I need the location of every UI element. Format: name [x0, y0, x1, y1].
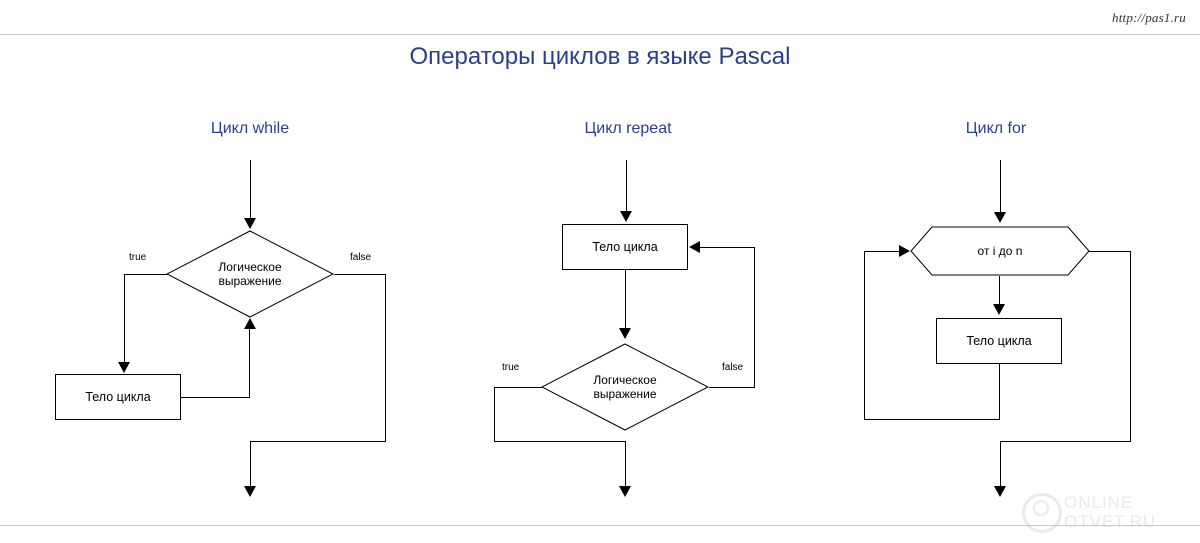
for-header-to-body-arrow: [993, 304, 1005, 315]
repeat-exit-v: [625, 441, 626, 489]
repeat-true-v: [494, 387, 495, 442]
while-true-arrow: [118, 362, 130, 373]
logo-text-bottom: OTVET.RU: [1064, 512, 1157, 531]
while-exit-arrow: [244, 486, 256, 497]
for-entry-arrow: [994, 212, 1006, 223]
section-title-repeat: Цикл repeat: [584, 120, 672, 137]
logo-text-top: ONLINE: [1064, 493, 1134, 512]
for-header-hexagon: [910, 226, 1090, 276]
repeat-entry-arrow: [620, 211, 632, 222]
section-title-while: Цикл while: [210, 120, 290, 137]
bottom-divider: [0, 525, 1200, 526]
site-logo-watermark: [1022, 487, 1182, 535]
repeat-false-v: [754, 247, 755, 387]
repeat-condition-line1: Логическое: [593, 373, 657, 387]
repeat-exit-arrow: [619, 486, 631, 497]
repeat-exit-h: [494, 441, 626, 442]
while-return-arrow: [244, 318, 256, 329]
page-title: Операторы циклов в языке Pascal: [409, 43, 791, 70]
for-header-label: от i до n: [977, 244, 1023, 258]
repeat-label-true: true: [502, 362, 520, 373]
repeat-false-back: [700, 247, 754, 248]
for-exit-v: [1130, 251, 1131, 441]
while-true-v: [124, 274, 125, 367]
repeat-condition-diamond: [541, 343, 709, 431]
while-entry-arrow: [244, 218, 256, 229]
repeat-condition-line2: выражение: [593, 387, 657, 401]
repeat-body-box: Тело цикла: [562, 224, 688, 270]
section-title-for: Цикл for: [965, 120, 1027, 137]
for-loopback-v-up: [864, 251, 865, 419]
repeat-true-h: [494, 387, 542, 388]
while-condition-line1: Логическое: [218, 260, 282, 274]
while-true-h: [124, 274, 168, 275]
while-exit-h: [250, 441, 386, 442]
while-entry-line: [250, 160, 251, 222]
top-divider: [0, 34, 1200, 35]
while-return-v: [249, 328, 250, 397]
for-exit-h-back: [1000, 441, 1131, 442]
repeat-false-h: [709, 387, 755, 388]
for-loopback-h-in: [864, 251, 900, 252]
for-loopback-v-down: [999, 364, 1000, 420]
for-exit-arrow: [994, 486, 1006, 497]
while-body-box: Тело цикла: [55, 374, 181, 420]
for-body-box: Тело цикла: [936, 318, 1062, 364]
while-exit-v: [250, 441, 251, 489]
while-false-h: [334, 274, 386, 275]
for-exit-v-down: [1000, 441, 1001, 489]
repeat-body-to-cond: [625, 270, 626, 332]
for-loopback-h-left: [864, 419, 1000, 420]
while-return-h: [181, 397, 250, 398]
repeat-entry-line: [626, 160, 627, 215]
for-loopback-arrow: [899, 245, 910, 257]
repeat-body-to-cond-arrow: [619, 328, 631, 339]
source-url-watermark: http://pas1.ru: [1112, 10, 1186, 25]
for-exit-h-right: [1089, 251, 1131, 252]
while-false-v: [385, 274, 386, 442]
while-label-false: false: [350, 252, 372, 263]
while-condition-line2: выражение: [218, 274, 282, 288]
for-entry-line: [1000, 160, 1001, 216]
repeat-label-false: false: [722, 362, 744, 373]
repeat-false-arrow: [689, 241, 700, 253]
while-condition-diamond: [166, 230, 334, 318]
lightbulb-base-icon: [1036, 514, 1044, 516]
while-label-true: true: [129, 252, 147, 263]
